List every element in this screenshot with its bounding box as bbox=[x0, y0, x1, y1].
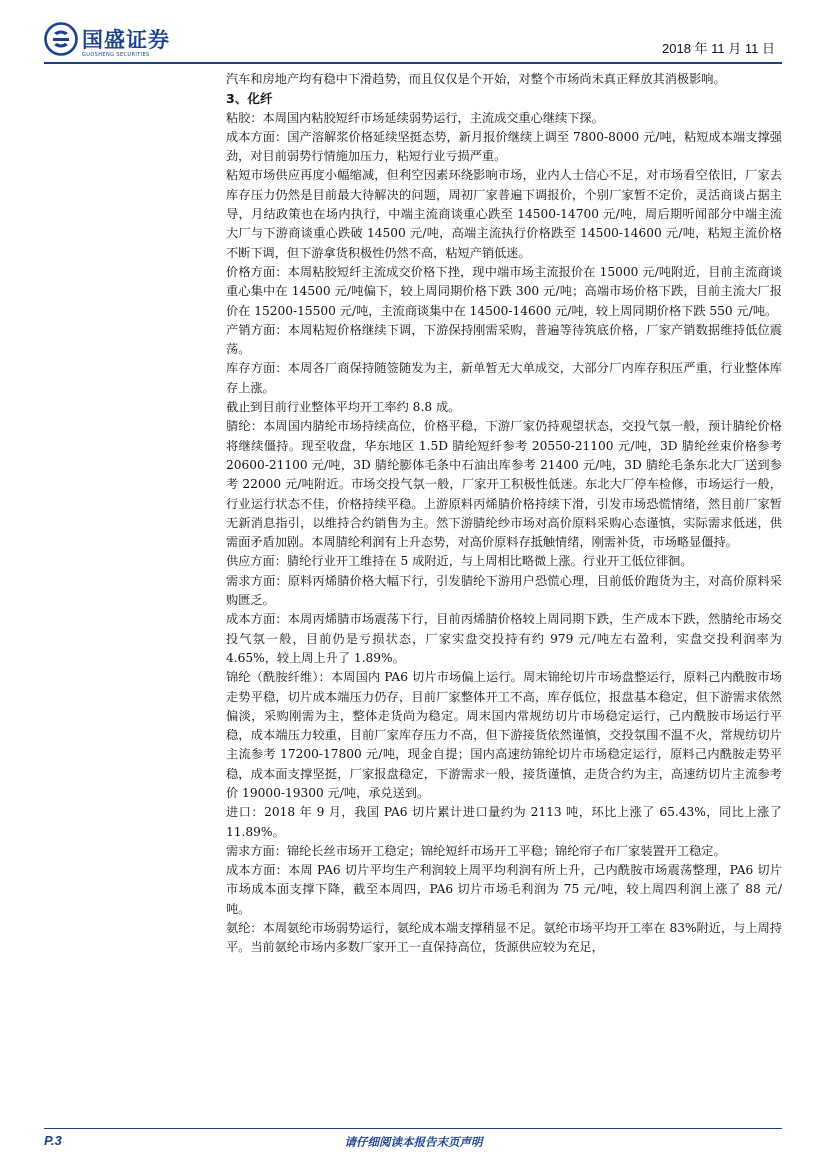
paragraph: 锦纶（酰胺纤维）：本周国内 PA6 切片市场偏上运行。周末锦纶切片市场盘整运行，原料己内酰胺市场走势平稳，切片成本端压力仍存，目前厂家整体开工不高，库存低位，报盘基本稳定，但下游需求依然偏淡，采购刚需为主，整体走货尚为稳定。周末国内常规纺切片市场稳定运行，己内酰胺市场运行平稳，成本端压力较重，目前厂家库存压力不高，但下游接货依然谨慎，交投氛围不温不火，常规纺切片主流参考 17200-17800 元/吨，现金自提；国内高速纺锦纶切片市场稳定运行，原料己内酰胺走势平稳，成本面支撑坚挺，厂家报盘稳定，下游需求一般，接货谨慎，走货合约为主，高速纺切片主流参考价 19000-19300 元/吨，承兑送到。 bbox=[226, 670, 782, 800]
paragraph: 成本方面：国产溶解浆价格延续坚挺态势，新月报价继续上调至 7800-8000 元/吨，粘短成本端支撑强劲，对目前弱势行情施加压力，粘短行业亏损严重。 bbox=[226, 129, 782, 164]
footer-divider bbox=[44, 1128, 782, 1129]
paragraph: 截止到目前行业整体平均开工率约 8.8 成。 bbox=[226, 400, 461, 415]
paragraph: 库存方面：本周各厂商保持随签随发为主，新单暂无大单成交，大部分厂内库存积压严重，行业整体库存上涨。 bbox=[226, 361, 782, 395]
paragraph: 供应方面：腈纶行业开工维持在 5 成附近，与上周相比略微上涨。行业开工低位徘徊。 bbox=[226, 554, 693, 569]
footer-disclaimer: 请仔细阅读本报告末页声明 bbox=[344, 1135, 483, 1149]
report-date: 2018 年 11 月 11 日 bbox=[662, 41, 775, 56]
page-number: P.3 bbox=[44, 1133, 62, 1148]
paragraph: 汽车和房地产均有稳中下滑趋势，而且仅仅是个开始，对整个市场尚未真正释放其消极影响。 bbox=[226, 72, 726, 86]
paragraph: 氨纶：本周氨纶市场弱势运行，氨纶成本端支撑稍显不足。氨纶市场平均开工率在 83%附近，与上周持平。当前氨纶市场内多数厂家开工一直保持高位，货源供应较为充足， bbox=[226, 921, 782, 955]
paragraph: 价格方面：本周粘胶短纤主流成交价格下挫，现中端市场主流报价在 15000 元/吨附近，目前主流商谈重心集中在 14500 元/吨偏下，较上周同期价格下跌 300 元/吨；高端市场价格下跌，目前主流大厂报价在 15200-15500 元/吨，主流商谈集中在 14500-14600 元/吨，较上周同期价格下跌 550 元/吨。 bbox=[226, 264, 782, 318]
paragraph: 粘短市场供应再度小幅缩减，但利空因素环绕影响市场，业内人士信心不足，对市场看空依旧，厂家去库存压力仍然是目前最大待解决的问题，周初厂家普遍下调报价，个别厂家暂不定价，灵活商谈占据主导，月结政策也在场内执行，中端主流商谈重心跌至 14500-14700 元/吨，周后期听闻部分中端主流大厂与下游商谈重心跌破 14500 元/吨，高端主流执行价格跌至 14500-14600 元/吨，粘短主流价格不断下调，但下游拿货积极性仍然不高，粘短产销低迷。 bbox=[226, 168, 782, 260]
paragraph: 腈纶：本周国内腈纶市场持续高位，价格平稳，下游厂家仍持观望状态，交投气氛一般，预计腈纶价格将继续僵持。现至收盘，华东地区 1.5D 腈纶短纤参考 20550-21100 元/吨，3D 腈纶丝束价格参考 20600-21100 元/吨，3D 腈纶膨体毛条中石油出库参考 21400 元/吨，3D 腈纶毛条东北大厂送到参考 22000 元/吨附近。市场交投气氛一般，厂家开工积极性低迷。东北大厂停车检修，市场运行一般，行业运行状态不佳，价格持续平稳。上游原料丙烯腈价格持续下滑，引发市场恐慌情绪，然目前厂家暂无新消息指引，以维持合约销售为主。然下游腈纶纱市场对高价原料采购心态谨慎，实际需求低迷，供需面矛盾加剧。本周腈纶利润有上升态势，对高价原料存抵触情绪，刚需补货，市场略显僵持。 bbox=[226, 419, 782, 550]
paragraph: 需求方面：锦纶长丝市场开工稳定；锦纶短纤市场开工平稳；锦纶帘子布厂家装置开工稳定。 bbox=[226, 843, 726, 858]
brand-name: 国盛证券 bbox=[82, 28, 170, 52]
section-heading: 3、化纤 bbox=[226, 91, 273, 107]
header-divider bbox=[44, 62, 782, 64]
brand-subtitle: GUOSHENG SECURITIES bbox=[82, 52, 150, 58]
paragraph: 粘胶：本周国内粘胶短纤市场延续弱势运行，主流成交重心继续下探。 bbox=[226, 110, 604, 125]
paragraph: 成本方面：本周 PA6 切片平均生产利润较上周平均利润有所上升，己内酰胺市场震荡整理，PA6 切片市场成本面支撑下降，截至本周四，PA6 切片市场毛利润为 75 元/吨，较上周四利润上涨了 88 元/吨。 bbox=[226, 863, 782, 916]
guosheng-logo-icon bbox=[44, 22, 78, 56]
paragraph: 进口：2018 年 9 月，我国 PA6 切片累计进口量约为 2113 吨，环比上涨了 65.43%，同比上涨了 11.89%。 bbox=[226, 805, 782, 839]
report-body bbox=[226, 70, 782, 958]
brand-logo bbox=[44, 22, 214, 62]
page-header bbox=[0, 0, 827, 60]
paragraph: 需求方面：原料丙烯腈价格大幅下行，引发腈纶下游用户恐慌心理，目前低价跑货为主，对高价原料采购匮乏。 bbox=[226, 573, 782, 608]
paragraph: 产销方面：本周粘短价格继续下调，下游保持刚需采购，普遍等待筑底价格，厂家产销数据维持低位震荡。 bbox=[226, 322, 782, 357]
paragraph: 成本方面：本周丙烯腈市场震荡下行，目前丙烯腈价格较上周同期下跌，生产成本下跌，然腈纶市场交投气氛一般，目前仍是亏损状态，厂家实盘交投持有约 979 元/吨左右盈利，实盘交投利润率为 4.65%，较上周上升了 1.89%。 bbox=[226, 612, 782, 665]
